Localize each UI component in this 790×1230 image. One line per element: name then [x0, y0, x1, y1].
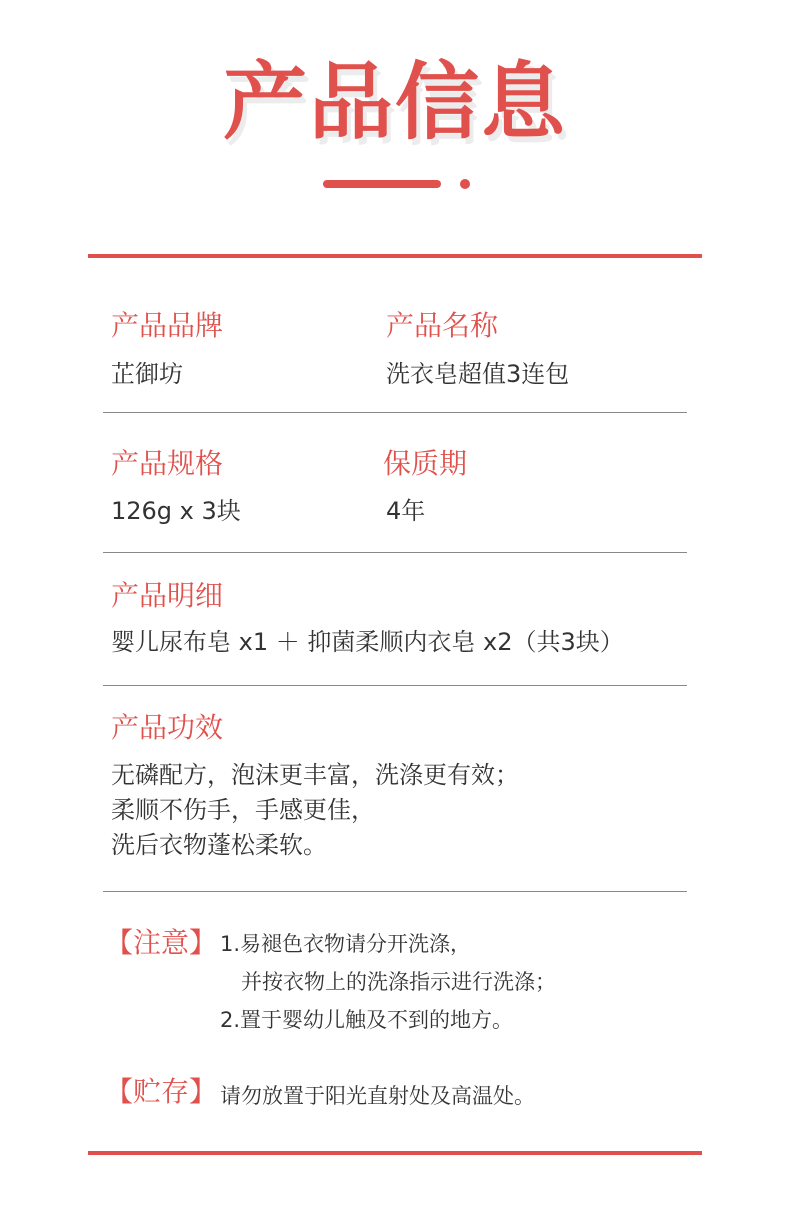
effect-line: 柔顺不伤手，手感更佳， [111, 796, 375, 824]
details-value: 婴儿尿布皂 x1 ＋ 抑菌柔顺内衣皂 x2（共3块） [111, 628, 624, 656]
details-label: 产品明细 [111, 579, 224, 612]
shelf-life-label: 保质期 [383, 447, 468, 480]
title-underline-bar [323, 180, 441, 188]
page-title: 产品信息 [222, 53, 567, 151]
effect-line: 无磷配方，泡沫更丰富，洗涤更有效； [111, 761, 519, 789]
caution-line: 2.置于婴幼儿触及不到的地方。 [220, 1008, 514, 1032]
divider [103, 891, 687, 892]
top-divider [88, 254, 702, 258]
shelf-life-value: 4年 [386, 497, 426, 525]
brand-label: 产品品牌 [111, 309, 224, 342]
caution-line: 并按衣物上的洗涤指示进行洗涤； [241, 970, 556, 994]
name-value: 洗衣皂超值3连包 [386, 360, 570, 388]
effect-label: 产品功效 [111, 711, 224, 744]
storage-label: 【贮存】 [105, 1075, 218, 1108]
caution-label: 【注意】 [105, 926, 218, 959]
storage-text: 请勿放置于阳光直射处及高温处。 [220, 1084, 535, 1108]
title-underline-dot [460, 179, 470, 189]
name-label: 产品名称 [386, 309, 499, 342]
divider [103, 685, 687, 686]
spec-value: 126g x 3块 [111, 497, 241, 525]
brand-value: 芷御坊 [111, 360, 183, 388]
divider [103, 552, 687, 553]
effect-line: 洗后衣物蓬松柔软。 [111, 831, 327, 859]
bottom-divider [88, 1151, 702, 1155]
caution-line: 1.易褪色衣物请分开洗涤， [220, 932, 472, 956]
spec-label: 产品规格 [111, 447, 224, 480]
divider [103, 412, 687, 413]
